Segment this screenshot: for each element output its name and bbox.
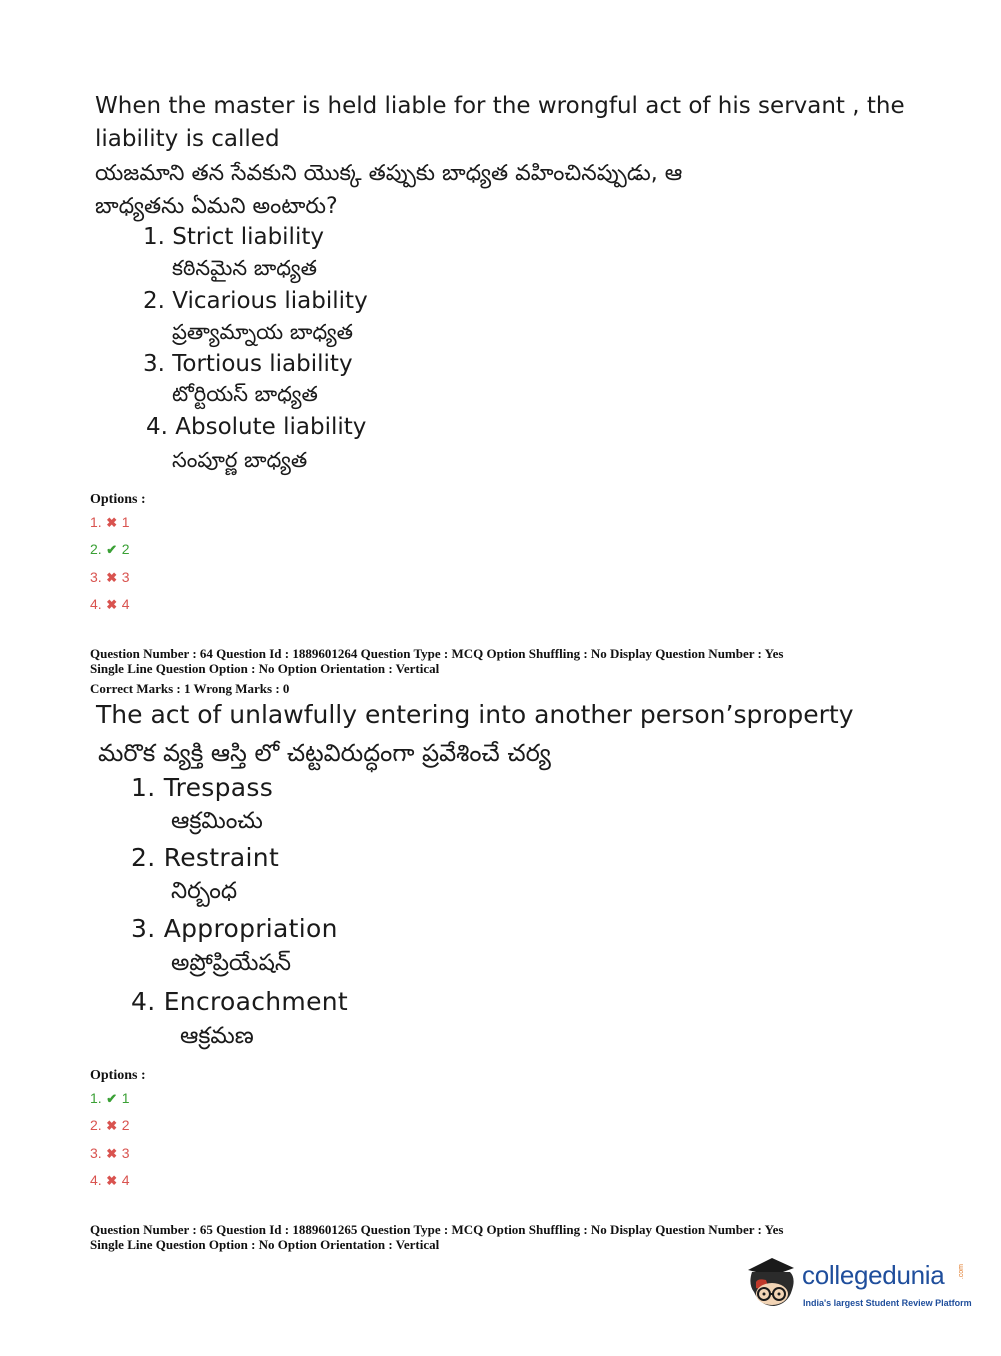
q2-choice-4-te: ఆక్రమణ xyxy=(180,1023,254,1049)
q1-answer-3 xyxy=(90,569,129,586)
answer-value: 1 xyxy=(121,1090,130,1106)
collegedunia-logo xyxy=(742,1250,972,1320)
q2-text-te: మరొక వ్యక్తి ఆస్తి లో చట్టవిరుద్ధంగా ప్రవేశించే చర్య xyxy=(98,739,551,767)
q1-choice-3-te: టోర్టియస్ బాధ్యత xyxy=(172,382,318,406)
cross-icon: ✖ xyxy=(106,1173,118,1188)
cross-icon: ✖ xyxy=(106,570,118,585)
q1-choice-4-te: సంపూర్ణ బాధ్యత xyxy=(172,448,308,472)
cross-icon: ✖ xyxy=(106,1146,118,1161)
q1-text-te-2: బాధ్యతను ఏమని అంటారు? xyxy=(95,194,338,219)
q64-meta-line-2: Single Line Question Option : No Option Orientation : Vertical xyxy=(90,661,440,676)
q64-meta-marks: Correct Marks : 1 Wrong Marks : 0 xyxy=(90,681,290,696)
q64-meta-line-1: Question Number : 64 Question Id : 1889601264 Question Type : MCQ Option Shuffling : No Display Question Number : Yes xyxy=(90,646,784,661)
answer-number: 3. xyxy=(90,569,102,585)
q1-choice-4-en: 4. Absolute liability xyxy=(146,414,367,440)
q1-choice-2-en: 2. Vicarious liability xyxy=(143,288,368,314)
answer-number: 1. xyxy=(90,514,102,530)
q2-choice-4-en: 4. Encroachment xyxy=(131,987,348,1016)
logo-tagline: India's largest Student Review Platform xyxy=(803,1298,972,1308)
q1-options-label: Options : xyxy=(90,492,146,507)
q1-choice-3-en: 3. Tortious liability xyxy=(143,351,353,377)
answer-value: 1 xyxy=(121,514,130,530)
answer-value: 4 xyxy=(121,596,130,612)
answer-number: 4. xyxy=(90,596,102,612)
cross-icon: ✖ xyxy=(106,515,118,530)
q65-meta-line-2: Single Line Question Option : No Option Orientation : Vertical xyxy=(90,1237,440,1252)
q1-choice-1-te: కఠినమైన బాధ్యత xyxy=(172,256,317,280)
cross-icon: ✖ xyxy=(106,597,118,612)
answer-value: 2 xyxy=(121,1117,130,1133)
answer-number: 2. xyxy=(90,1117,102,1133)
answer-value: 3 xyxy=(121,569,130,585)
q2-choice-2-te: నిర్బంధ xyxy=(171,878,238,904)
q2-answer-1 xyxy=(90,1090,129,1107)
q1-answer-4 xyxy=(90,596,129,613)
q1-choice-2-te: ప్రత్యామ్నాయ బాధ్యత xyxy=(172,320,353,344)
q1-text-te-1: యజమాని తన సేవకుని యొక్క తప్పుకు బాధ్యత వహించినప్పుడు, ఆ xyxy=(95,161,683,186)
q2-answer-2 xyxy=(90,1117,129,1134)
cross-icon: ✖ xyxy=(106,1118,118,1133)
q1-answer-2 xyxy=(90,541,129,558)
check-icon: ✔ xyxy=(106,1091,118,1106)
q1-choice-1-en: 1. Strict liability xyxy=(143,224,324,250)
answer-value: 4 xyxy=(121,1172,130,1188)
q2-choice-2-en: 2. Restraint xyxy=(131,843,280,872)
answer-value: 3 xyxy=(121,1145,130,1161)
q2-text-en: The act of unlawfully entering into another person’sproperty xyxy=(96,700,854,729)
mascot-icon xyxy=(742,1250,802,1316)
q2-choice-3-te: అప్రోప్రియేషన్ xyxy=(171,950,292,976)
answer-number: 1. xyxy=(90,1090,102,1106)
answer-number: 2. xyxy=(90,541,102,557)
logo-wordmark: collegedunia xyxy=(802,1260,945,1290)
check-icon: ✔ xyxy=(106,542,118,557)
q1-answer-1 xyxy=(90,514,129,531)
q1-text-en-1: When the master is held liable for the wrongful act of his servant , the xyxy=(95,93,905,119)
q2-choice-3-en: 3. Appropriation xyxy=(131,914,338,943)
answer-value: 2 xyxy=(121,541,130,557)
answer-number: 4. xyxy=(90,1172,102,1188)
q2-options-label: Options : xyxy=(90,1068,146,1083)
q1-text-en-2: liability is called xyxy=(95,126,280,152)
q2-choice-1-en: 1. Trespass xyxy=(131,773,274,802)
logo-com: .com xyxy=(958,1264,965,1280)
q2-answer-4 xyxy=(90,1172,129,1189)
q2-choice-1-te: ఆక్రమించు xyxy=(171,808,263,834)
q65-meta-line-1: Question Number : 65 Question Id : 1889601265 Question Type : MCQ Option Shuffling : No Display Question Number : Yes xyxy=(90,1222,784,1237)
answer-number: 3. xyxy=(90,1145,102,1161)
q2-answer-3 xyxy=(90,1145,129,1162)
